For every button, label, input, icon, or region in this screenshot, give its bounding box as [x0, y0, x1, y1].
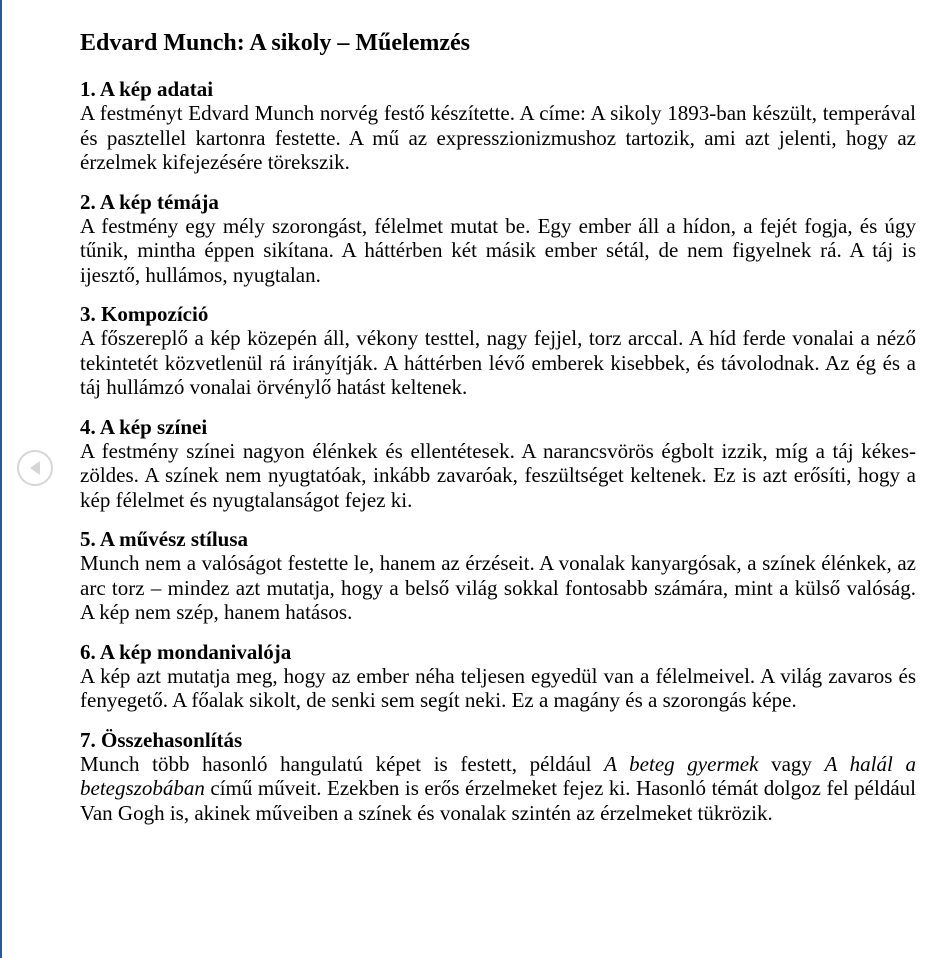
section-heading: 6. A kép mondanivalója	[80, 639, 292, 664]
section-body: A festmény egy mély szorongást, félelmet mutat be. Egy ember áll a hídon, a fejét fogja, és úgy tűnik, mintha éppen sikítana. A háttérben két másik ember sétál, de nem figyelnek rá. A táj is ijesztő, hullámos, nyugtalan.	[80, 213, 916, 287]
section-heading: 4. A kép színei	[80, 414, 208, 439]
artwork-title: A beteg gyermek	[604, 751, 759, 776]
section-heading: 1. A kép adatai	[80, 77, 214, 101]
chevron-left-icon	[19, 452, 51, 484]
section-body: A kép azt mutatja meg, hogy az ember néha teljesen egyedül van a félelmeivel. A világ zavaros és fenyegető. A főalak sikolt, de senki sem segít neki. Ez a magány és a szorongás képe.	[80, 663, 916, 712]
body-text: vagy	[758, 751, 825, 776]
document-page	[80, 29, 916, 840]
section-composition	[80, 302, 916, 400]
document-title: Edvard Munch: A sikoly – Műelemzés	[80, 30, 471, 56]
section-heading: 3. Kompozíció	[80, 302, 209, 326]
section-message	[80, 640, 916, 713]
body-text: című műveit. Ezekben is erős érzelmeket fejez ki. Hasonló témát dolgoz fel például Van Gogh is, akinek műveiben a színek és vonalak szintén az érzelmeket tükrözik.	[80, 776, 916, 825]
section-heading: 5. A művész stílusa	[80, 527, 249, 551]
section-comparison	[80, 728, 916, 826]
section-style	[80, 527, 916, 625]
section-body: Munch nem a valóságot festette le, hanem az érzéseit. A vonalak kanyargósak, a színek élénkek, az arc torz – mindez azt mutatja, hogy a belső világ sokkal fontosabb számára, mint a külső valóság. A kép nem szép, hanem hatásos.	[80, 551, 916, 624]
section-body: A festmény színei nagyon élénkek és ellentétesek. A narancsvörös égbolt izzik, míg a táj kékes-zöldes. A színek nem nyugtatóak, inkább zavaróak, feszültséget keltenek. Ez is azt erősíti, hogy a kép félelmet és nyugtalanságot fejez ki.	[80, 438, 916, 512]
section-body	[80, 752, 916, 826]
section-body: A festményt Edvard Munch norvég festő készítette. A címe: A sikoly 1893-ban készült, temperával és pasztellel kartonra festette. A mű az expresszionizmushoz tartozik, ami azt jelenti, hogy az érzelmek kifejezésére törekszik.	[80, 101, 916, 174]
section-theme	[80, 190, 916, 288]
body-text: Munch több hasonló hangulatú képet is festett, például	[80, 751, 605, 776]
section-colors	[80, 415, 916, 513]
window-left-border	[0, 0, 2, 958]
previous-page-button[interactable]	[17, 450, 53, 486]
section-heading: 2. A kép témája	[80, 189, 219, 214]
section-heading: 7. Összehasonlítás	[80, 727, 243, 752]
section-body: A főszereplő a kép közepén áll, vékony testtel, nagy fejjel, torz arccal. A híd ferde vonalai a néző tekintetét közvetlenül rá irányítják. A háttérben lévő emberek kisebbek, és távolodnak. Az ég és a táj hullámzó vonalai örvénylő hatást keltenek.	[80, 326, 916, 399]
artwork-title: A halál a betegszobában	[80, 751, 916, 800]
section-image-data	[80, 77, 916, 175]
